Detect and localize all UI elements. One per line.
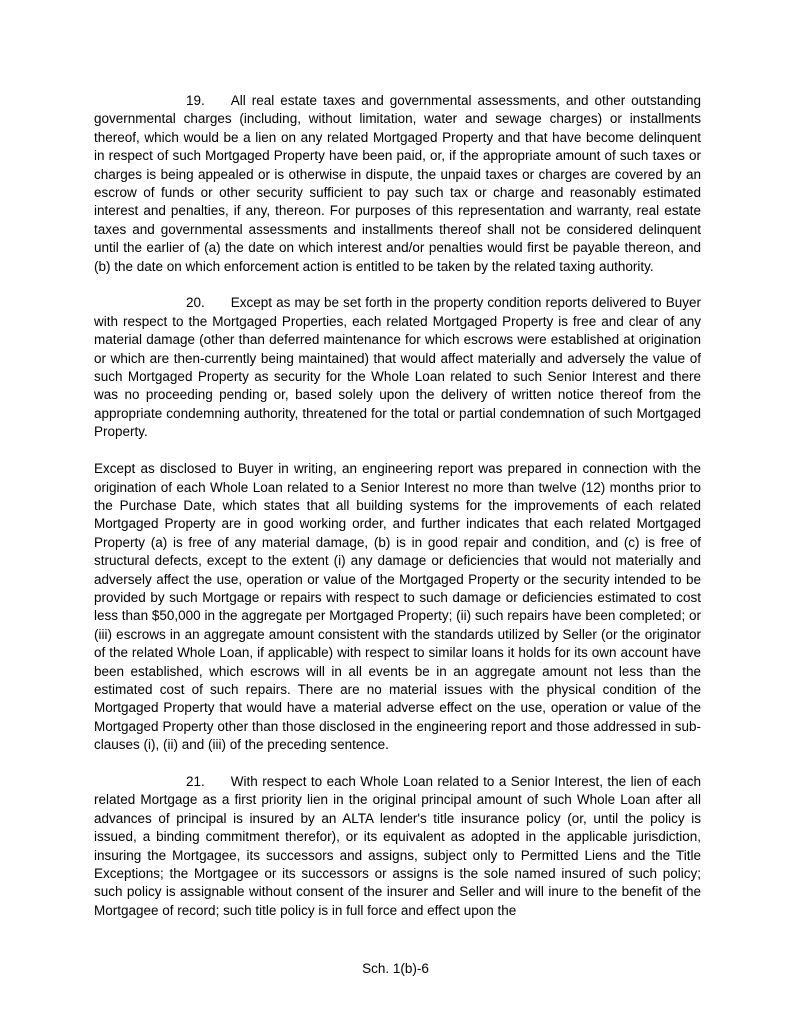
paragraph-19-text: All real estate taxes and governmental assessments, and other outstanding governmental charges (including, without limitation, water and sewage charges) or installments thereof, which would be a lien on any related Mortgaged Property and that have become delinquent in respect of such Mortgaged Property have been paid, or, if the appropriate amount of such taxes or charges is being appealed or is otherwise in dispute, the unpaid taxes or charges are covered by an escrow of funds or other security sufficient to pay such tax or charge and reasonably estimated interest and penalties, if any, thereon. For purposes of this representation and warranty, real estate taxes and governmental assessments and installments thereof shall not be considered delinquent until the earlier of (a) the date on which interest and/or penalties would first be payable thereon, and (b) the date on which enforcement action is entitled to be taken by the related taxing authority. bbox=[94, 93, 701, 274]
paragraph-20-text: Except as may be set forth in the property condition reports delivered to Buyer with respect to the Mortgaged Properties, each related Mortgaged Property is free and clear of any material damage (other than deferred maintenance for which escrows were established at origination or which are then-currently being maintained) that would affect materially and adversely the value of such Mortgaged Property as security for the Whole Loan related to such Senior Interest and there was no proceeding pending or, based solely upon the delivery of written notice thereof from the appropriate condemning authority, threatened for the total or partial condemnation of such Mortgaged Property. bbox=[94, 295, 701, 440]
page-number-footer: Sch. 1(b)-6 bbox=[362, 960, 429, 976]
paragraph-20 bbox=[94, 294, 701, 441]
paragraph-21-number: 21. bbox=[186, 773, 205, 789]
paragraph-19-number: 19. bbox=[186, 93, 205, 108]
document-body bbox=[94, 92, 701, 939]
paragraph-20-number: 20. bbox=[186, 295, 205, 311]
paragraph-21-text: With respect to each Whole Loan related to a Senior Interest, the lien of each related Mortgage as a first priority lien in the original principal amount of such Whole Loan after all advances of principal is insured by an ALTA lender's title insurance policy (or, until the policy is issued, a binding commitment therefor), or its equivalent as adopted in the applicable jurisdiction, insuring the Mortgagee, its successors and assigns, subject only to Permitted Liens and the Title Exceptions; the Mortgagee or its successors or assigns is the sole named insured of such policy; such policy is assignable without consent of the insurer and Seller and will inure to the benefit of the Mortgagee of record; such title policy is in full force and effect upon the bbox=[94, 773, 701, 918]
paragraph-19 bbox=[94, 92, 701, 276]
paragraph-engineering-report-text: Except as disclosed to Buyer in writing, an engineering report was prepared in connection with the origination of each Whole Loan related to a Senior Interest no more than twelve (12) months prior to the Purchase Date, which states that all building systems for the improvements of each related Mortgaged Property are in good working order, and further indicates that each related Mortgaged Property (a) is free of any material damage, (b) is in good repair and condition, and (c) is free of structural defects, except to the extent (i) any damage or deficiencies that would not materially and adversely affect the use, operation or value of the Mortgaged Property or the security intended to be provided by such Mortgage or repairs with respect to such damage or deficiencies estimated to cost less than $50,000 in the aggregate per Mortgaged Property; (ii) such repairs have been completed; or (iii) escrows in an aggregate amount consistent with the standards utilized by Seller (or the originator of the related Whole Loan, if applicable) with respect to similar loans it holds for its own account have been established, which escrows will in all events be in an aggregate amount not less than the estimated cost of such repairs. There are no material issues with the physical condition of the Mortgaged Property that would have a material adverse effect on the use, operation or value of the Mortgaged Property other than those disclosed in the engineering report and those addressed in sub-clauses (i), (ii) and (iii) of the preceding sentence. bbox=[94, 461, 701, 753]
paragraph-21 bbox=[94, 773, 701, 920]
paragraph-engineering-report bbox=[94, 460, 701, 755]
